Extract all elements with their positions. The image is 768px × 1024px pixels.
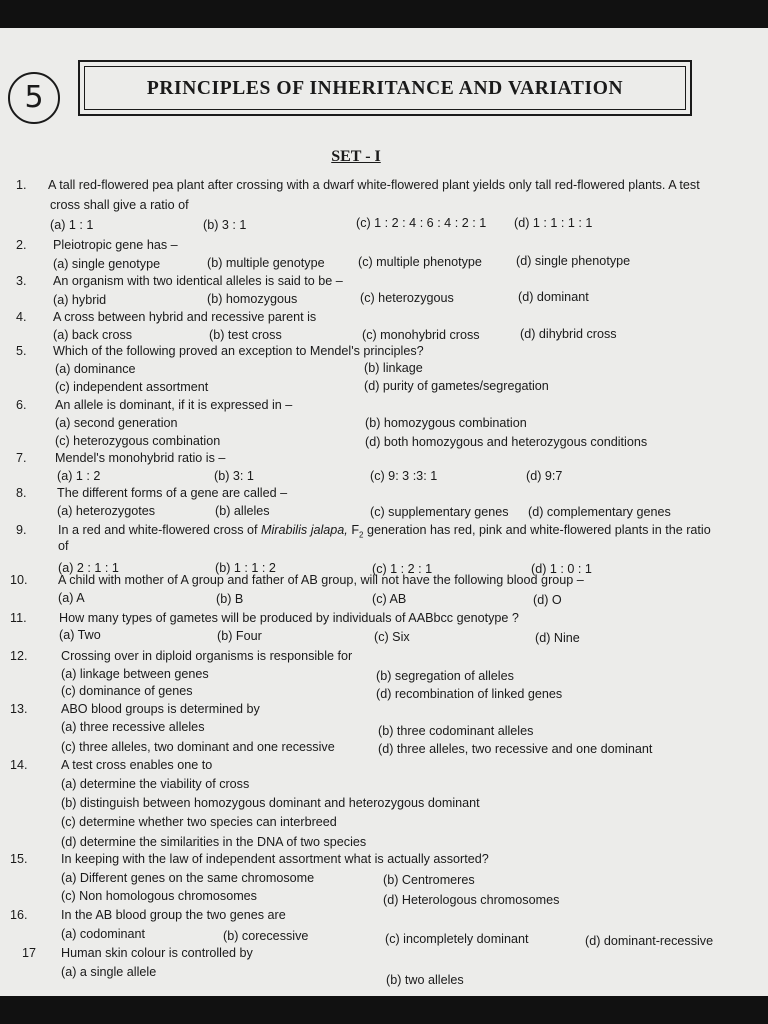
option-d: (d) three alleles, two recessive and one dominant xyxy=(378,742,653,756)
question-text: A child with mother of A group and father of AB group, will not have the following blood group – xyxy=(58,573,584,587)
option-a: (a) 2 : 1 : 1 xyxy=(58,561,119,575)
option-c: (c) 9: 3 :3: 1 xyxy=(370,469,438,483)
option-d: (d) dihybrid cross xyxy=(520,327,617,341)
question-number: 11. xyxy=(10,611,27,625)
option-d: (d) Heterologous chromosomes xyxy=(383,893,560,907)
option-d: (d) Nine xyxy=(535,631,580,645)
question-text: In a red and white-flowered cross of Mirabilis jalapa, $F_2$ generation has red, pink and white-flowered plants in the ratio xyxy=(58,523,711,540)
option-d: (d) complementary genes xyxy=(528,505,671,519)
question-text: An allele is dominant, if it is expressed in – xyxy=(55,398,293,412)
question-text: The different forms of a gene are called – xyxy=(57,486,288,500)
question-text: Mendel's monohybrid ratio is – xyxy=(55,451,226,465)
option-b: (b) alleles xyxy=(215,504,270,518)
question-number: 16. xyxy=(10,908,28,922)
option-a: (a) A xyxy=(58,591,85,605)
option-c: (c) AB xyxy=(372,592,407,606)
option-a: (a) hybrid xyxy=(53,293,107,307)
option-d: (d) purity of gametes/segregation xyxy=(364,379,549,393)
option-c: (c) Non homologous chromosomes xyxy=(61,889,257,903)
option-c: (c) incompletely dominant xyxy=(385,932,529,946)
question-text: In the AB blood group the two genes are xyxy=(61,908,286,922)
question-number: 14. xyxy=(10,758,28,772)
option-d: (d) single phenotype xyxy=(516,254,631,268)
option-d: (d) both homozygous and heterozygous conditions xyxy=(365,435,648,449)
document-page xyxy=(0,28,768,996)
option-d: (d) 9:7 xyxy=(526,469,563,483)
question-number: 17 xyxy=(22,946,37,960)
question-text: Crossing over in diploid organisms is responsible for xyxy=(61,649,353,663)
option-b: (b) three codominant alleles xyxy=(378,724,534,738)
option-a: (a) three recessive alleles xyxy=(61,720,205,734)
option-c: (c) independent assortment xyxy=(55,380,209,394)
question-text-cont: of xyxy=(58,539,69,553)
option-d: (d) recombination of linked genes xyxy=(376,687,563,701)
chapter-title: PRINCIPLES OF INHERITANCE AND VARIATION xyxy=(84,66,686,110)
option-b: (b) homozygous xyxy=(207,292,298,306)
option-a: (a) back cross xyxy=(53,328,133,342)
option-b: (b) homozygous combination xyxy=(365,416,527,430)
option-b: (b) 3 : 1 xyxy=(203,218,247,232)
option-c: (c) three alleles, two dominant and one recessive xyxy=(61,740,335,754)
option-a: (a) second generation xyxy=(55,416,178,430)
option-d: (d) dominant-recessive xyxy=(585,934,714,948)
question-text: Pleiotropic gene has – xyxy=(53,238,178,252)
option-c: (c) 1 : 2 : 4 : 6 : 4 : 2 : 1 xyxy=(356,216,487,230)
option-c: (c) multiple phenotype xyxy=(358,255,482,269)
option-d: (d) dominant xyxy=(518,290,589,304)
option-c: (c) monohybrid cross xyxy=(362,328,480,342)
option-b: (b) corecessive xyxy=(223,929,309,943)
question-text: How many types of gametes will be produced by individuals of AABbcc genotype ? xyxy=(59,611,519,625)
option-a: (a) Different genes on the same chromosome xyxy=(61,871,315,885)
chapter-title-frame xyxy=(78,60,692,116)
question-number: 7. xyxy=(16,451,27,465)
question-number: 15. xyxy=(10,852,28,866)
question-number: 9. xyxy=(16,523,27,537)
option-b: (b) B xyxy=(216,592,244,606)
question-number: 6. xyxy=(16,398,27,412)
option-b: (b) Four xyxy=(217,629,262,643)
option-b: (b) segregation of alleles xyxy=(376,669,514,683)
question-text: ABO blood groups is determined by xyxy=(61,702,260,716)
option-c: (c) 1 : 2 : 1 xyxy=(372,562,433,576)
option-b: (b) 3: 1 xyxy=(214,469,254,483)
question-number: 2. xyxy=(16,238,27,252)
option-b: (b) test cross xyxy=(209,328,282,342)
question-number: 12. xyxy=(10,649,28,663)
option-b: (b) distinguish between homozygous dominant and heterozygous dominant xyxy=(61,796,480,810)
question-text: A tall red-flowered pea plant after crossing with a dwarf white-flowered plant yields only tall red-flowered plants. A test xyxy=(48,178,700,192)
option-c: (c) dominance of genes xyxy=(61,684,193,698)
option-a: (a) 1 : 1 xyxy=(50,218,94,232)
option-b: (b) two alleles xyxy=(386,973,464,987)
option-b: (b) Centromeres xyxy=(383,873,475,887)
option-c: (c) heterozygous xyxy=(360,291,454,305)
option-c: (c) heterozygous combination xyxy=(55,434,221,448)
question-number: 8. xyxy=(16,486,27,500)
option-a: (a) codominant xyxy=(61,927,145,941)
question-number: 1. xyxy=(16,178,27,192)
option-a: (a) linkage between genes xyxy=(61,667,209,681)
option-a: (a) determine the viability of cross xyxy=(61,777,250,791)
option-a: (a) single genotype xyxy=(53,257,161,271)
option-a: (a) a single allele xyxy=(61,965,157,979)
question-number: 5. xyxy=(16,344,27,358)
question-number: 10. xyxy=(10,573,28,587)
question-text: In keeping with the law of independent assortment what is actually assorted? xyxy=(61,852,489,866)
option-d: (d) 1 : 0 : 1 xyxy=(531,562,592,576)
question-text: Which of the following proved an exception to Mendel's principles? xyxy=(53,344,424,358)
option-d: (d) determine the similarities in the DNA of two species xyxy=(61,835,367,849)
option-b: (b) linkage xyxy=(364,361,423,375)
option-a: (a) Two xyxy=(59,628,101,642)
question-number: 4. xyxy=(16,310,27,324)
option-b: (b) multiple genotype xyxy=(207,256,325,270)
question-text: An organism with two identical alleles is said to be – xyxy=(53,274,343,288)
option-d: (d) O xyxy=(533,593,562,607)
set-title: SET - I xyxy=(331,148,381,165)
question-number: 3. xyxy=(16,274,27,288)
option-a: (a) dominance xyxy=(55,362,136,376)
option-c: (c) Six xyxy=(374,630,410,644)
question-text: Human skin colour is controlled by xyxy=(61,946,253,960)
option-c: (c) determine whether two species can interbreed xyxy=(61,815,337,829)
option-c: (c) supplementary genes xyxy=(370,505,509,519)
option-d: (d) 1 : 1 : 1 : 1 xyxy=(514,216,593,230)
question-text-cont: cross shall give a ratio of xyxy=(50,198,189,212)
chapter-number-badge: 5 xyxy=(8,72,60,124)
option-b: (b) 1 : 1 : 2 xyxy=(215,561,276,575)
option-a: (a) heterozygotes xyxy=(57,504,156,518)
option-a: (a) 1 : 2 xyxy=(57,469,101,483)
question-text: A cross between hybrid and recessive parent is xyxy=(53,310,317,324)
question-number: 13. xyxy=(10,702,28,716)
question-text: A test cross enables one to xyxy=(61,758,213,772)
